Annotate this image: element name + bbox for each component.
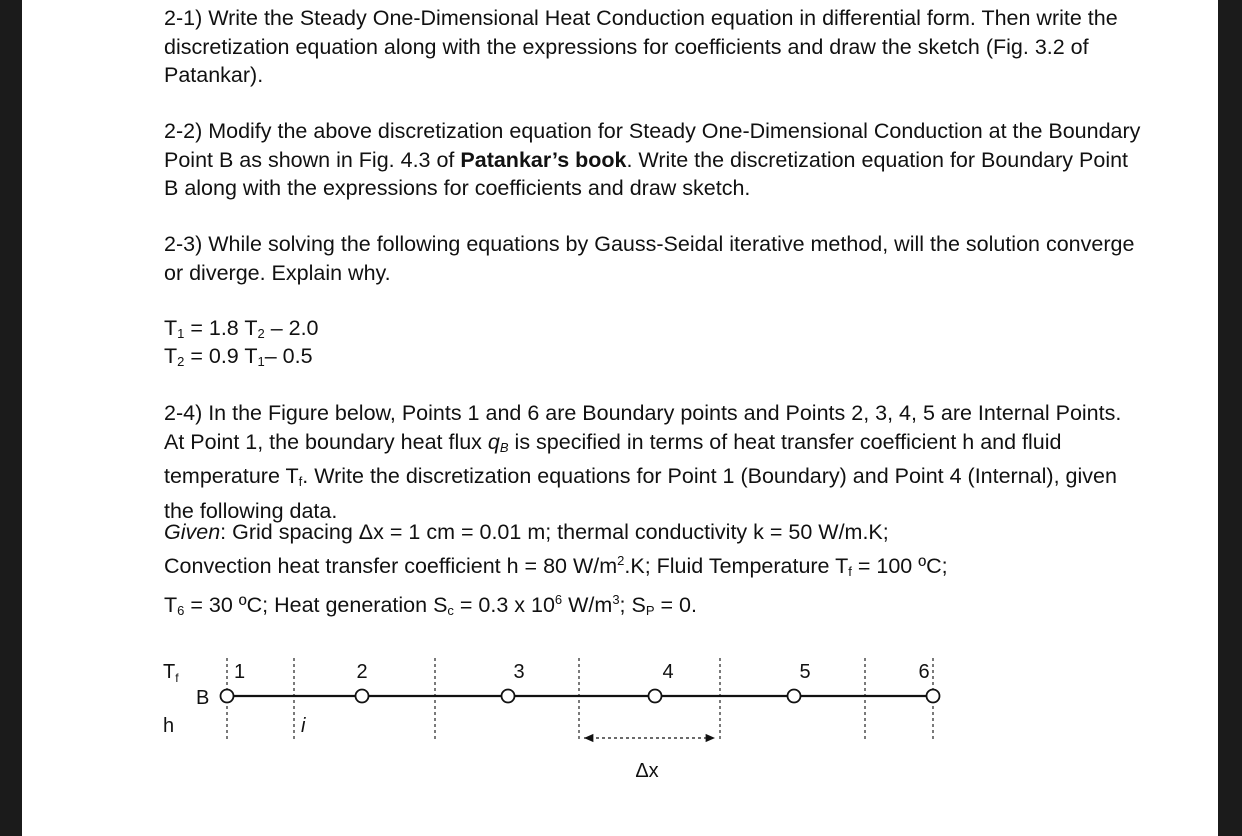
- given-line-3f: = 0.: [654, 593, 697, 617]
- delta-x-label: Δx: [635, 760, 659, 782]
- given-data: [164, 518, 1144, 626]
- heat-flux-symbol: q: [487, 429, 500, 454]
- question-2-3: [164, 230, 1144, 287]
- question-2-2: [164, 117, 1144, 203]
- boundary-b-label: B: [196, 687, 210, 709]
- given-line-2b: .K; Fluid Temperature T: [624, 553, 849, 578]
- question-2-4-text-b: is specified in terms of heat transfer coefficient h and fluid temperature T: [164, 429, 1062, 488]
- given-label: Given: [164, 520, 221, 544]
- grid-point-6: [927, 690, 940, 703]
- given-line-2a: Convection heat transfer coefficient h = 80 W/m: [164, 553, 618, 578]
- grid-point-3: [502, 690, 515, 703]
- point-label-4: 4: [662, 661, 674, 683]
- question-2-1-text: 2-1) Write the Steady One-Dimensional Heat Conduction equation in differential form. Then write the discretization equation along with the expressions for coefficients and draw the sketch (Fig. 3.2 of Patankar).: [164, 6, 1118, 87]
- point-label-2: 2: [356, 661, 368, 683]
- eq1-mid: = 1.8 T: [184, 316, 258, 340]
- eq1-lhs-sub: 1: [177, 326, 185, 341]
- fluid-temp-T: T: [163, 661, 176, 683]
- heat-flux-sub: B: [499, 439, 509, 455]
- fluid-temp-label: [163, 661, 179, 685]
- given-line-3e: ; S: [619, 593, 646, 617]
- equation-2: [164, 342, 313, 377]
- given-line-3-sub6: 6: [177, 603, 185, 618]
- eq2-mid-sub: 1: [257, 354, 265, 369]
- eq2-lhs: T: [164, 344, 178, 368]
- fluid-temp-sub-f: f: [175, 671, 179, 685]
- grid-figure: [22, 640, 1218, 800]
- grid-point-1: [221, 690, 234, 703]
- given-line-3-subp: P: [645, 603, 655, 618]
- point-label-6: 6: [918, 661, 930, 683]
- question-2-4-text-a: 2-4) In the Figure below, Points 1 and 6 are Boundary points and Points 2, 3, 4, 5 are Internal Points. At Point 1, the boundary heat flux: [164, 401, 1122, 454]
- eq1-mid-sub: 2: [257, 326, 265, 341]
- question-2-2-text-a: 2-2) Modify the above discretization equation for Steady One-Dimensional Conduction at the Boundary Point B as shown in Fig. 4.3 of: [164, 119, 1141, 172]
- given-line-3a: T: [164, 593, 178, 617]
- question-2-4: [164, 399, 1144, 525]
- patankar-book-emphasis: Patankar’s book: [460, 147, 627, 172]
- grid-point-5: [788, 690, 801, 703]
- grid-point-4: [649, 690, 662, 703]
- given-line-3-subc: c: [447, 603, 454, 618]
- question-2-4-text-c: . Write the discretization equations for Point 1 (Boundary) and Point 4 (Internal), given the following data.: [164, 464, 1117, 523]
- given-line-2-sup: 2: [617, 552, 625, 568]
- given-line-3-sup3: 3: [612, 592, 620, 607]
- given-line-1: : Grid spacing Δx = 1 cm = 0.01 m; thermal conductivity k = 50 W/m.K;: [220, 520, 889, 544]
- face-lines: [227, 658, 933, 740]
- question-2-1: [164, 4, 1144, 90]
- fluid-temp-sub: f: [298, 474, 303, 489]
- given-line-3b: = 30 ºC; Heat generation S: [184, 593, 448, 617]
- eq1-rhs: – 2.0: [264, 316, 319, 340]
- eq2-rhs: – 0.5: [264, 344, 313, 368]
- point-label-1: 1: [234, 661, 246, 683]
- eq2-mid: = 0.9 T: [184, 344, 258, 368]
- given-line-2-sub: f: [848, 563, 852, 579]
- eq1-lhs: T: [164, 316, 178, 340]
- given-line-3d: W/m: [562, 593, 613, 617]
- eq2-lhs-sub: 2: [177, 354, 185, 369]
- face-i-label: i: [301, 715, 306, 737]
- grid-point-2: [356, 690, 369, 703]
- point-label-5: 5: [799, 661, 811, 683]
- question-2-3-text: 2-3) While solving the following equations by Gauss-Seidal iterative method, will the solution converge or diverge. Explain why.: [164, 232, 1135, 285]
- given-line-3-sup6: 6: [554, 592, 563, 607]
- question-2-2-text-b: . Write the discretization equation for Boundary Point B along with the expressions for coefficients and draw sketch.: [164, 147, 1129, 200]
- document-page: [22, 0, 1218, 836]
- given-line-2c: = 100 ºC;: [851, 553, 948, 578]
- htc-h-label: h: [163, 715, 175, 737]
- point-label-3: 3: [513, 661, 525, 683]
- given-line-3c: = 0.3 x 10: [453, 593, 555, 617]
